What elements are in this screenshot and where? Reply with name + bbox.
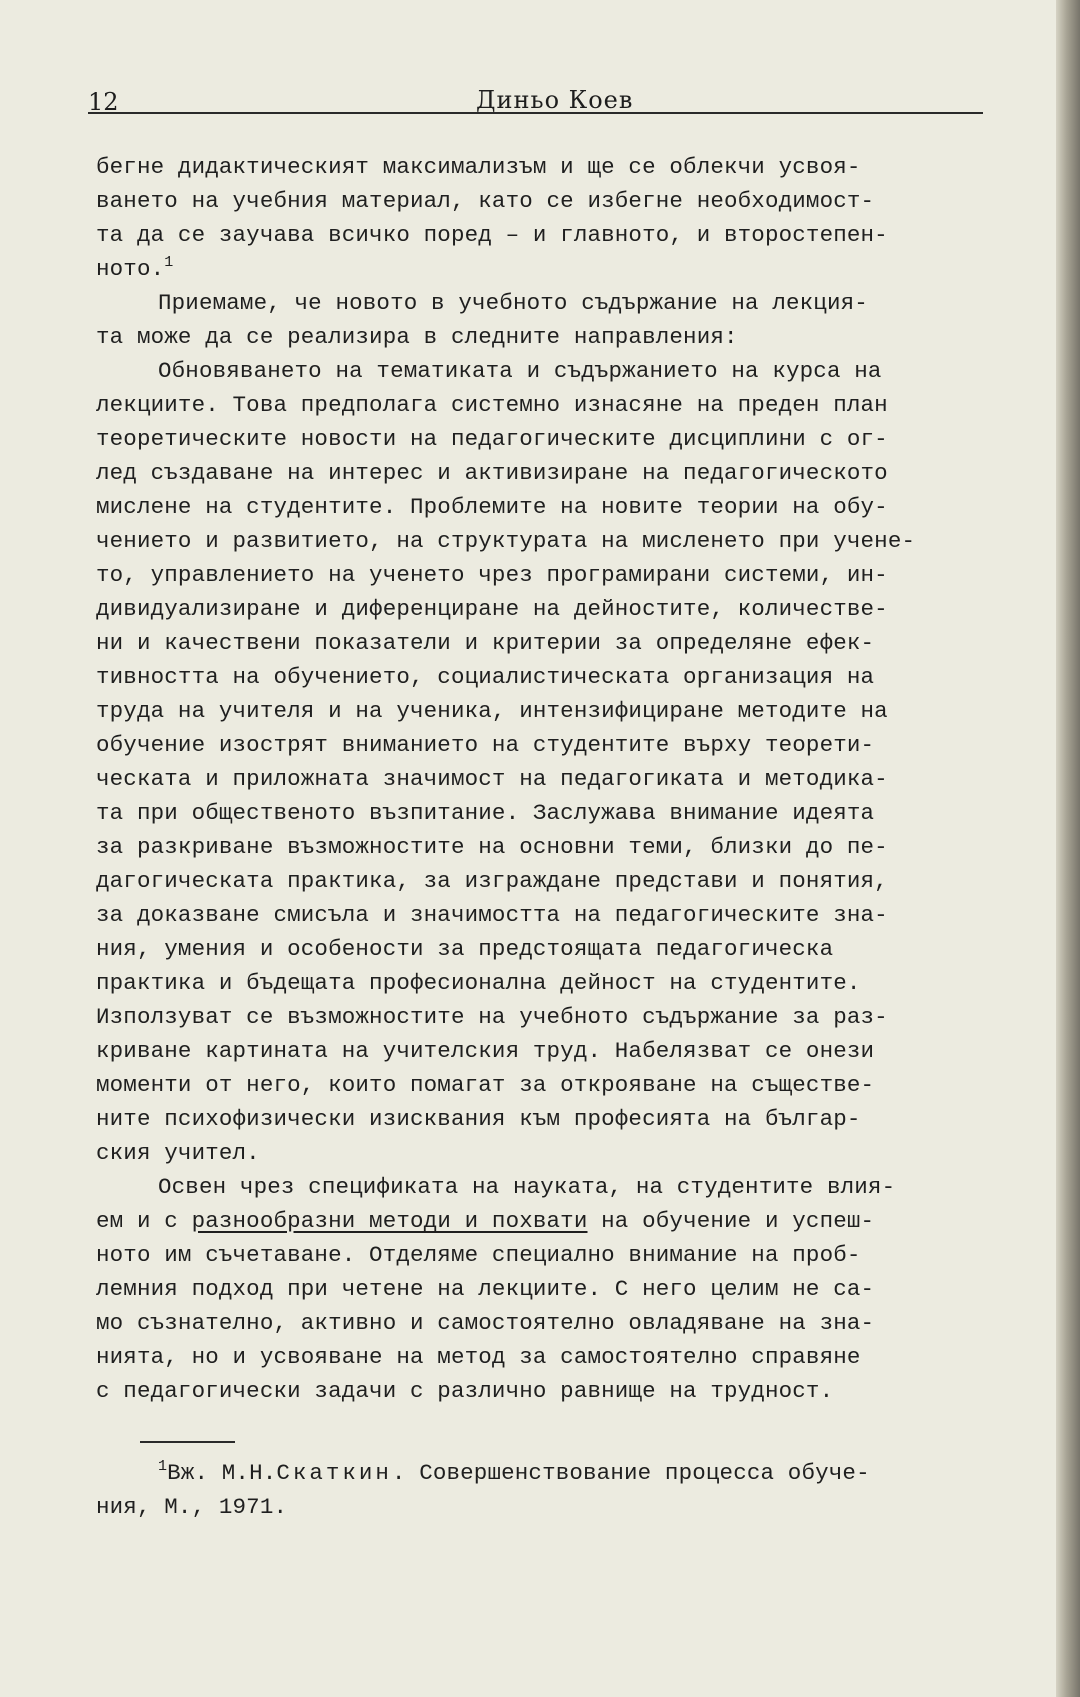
text-line: лемния подход при четене на лекциите. С него целим не са- [96,1276,875,1302]
text-line: та при общественото възпитание. Заслужава внимание идеята [96,800,875,826]
footnote-line: ния, М., 1971. [96,1494,288,1520]
text-line: ския учител. [96,1140,260,1166]
text-line: с педагогически задачи с различно равнище на трудност. [96,1378,834,1404]
text-line: лекциите. Това предполага системно изнасяне на преден план [96,392,888,418]
body-text [96,150,1021,1408]
text-line: за доказване смисъла и значимостта на педагогическите зна- [96,902,888,928]
footnote [96,1456,1021,1524]
text-fragment: ното. [96,256,165,282]
text-line: ните психофизически изисквания към професията на българ- [96,1106,861,1132]
text-line: чението и развитието, на структурата на мисленето при учене- [96,528,916,554]
text-line: труда на учителя и на ученика, интензифициране методите на [96,698,888,724]
text-line [96,252,1021,286]
text-line: мислене на студентите. Проблемите на новите теории на обу- [96,494,888,520]
text-fragment: Вж. М.Н. [167,1460,277,1486]
text-line: то, управлението на ученето чрез програмирани системи, ин- [96,562,888,588]
text-line: ни и качествени показатели и критерии за определяне ефек- [96,630,875,656]
footnote-author: Скаткин [276,1460,392,1486]
text-fragment: на обучение и успеш- [587,1208,875,1234]
text-fragment: . Совершенствование процесса обуче- [391,1460,870,1486]
text-line [96,1204,1021,1238]
paragraph-start-line: Освен чрез спецификата на науката, на студентите влия- [158,1174,896,1200]
text-fragment: ем и с [96,1208,192,1234]
text-line: практика и бъдещата професионална дейност на студентите. [96,970,861,996]
footnote-line [96,1456,1021,1490]
footnote-rule [140,1441,235,1443]
text-line: мо съзнателно, активно и самостоятелно овладяване на зна- [96,1310,875,1336]
text-line: нията, но и усвояване на метод за самостоятелно справяне [96,1344,861,1370]
text-line: криване картината на учителския труд. Набелязват се онези [96,1038,875,1064]
text-line: ването на учебния материал, като се избегне необходимост- [96,188,875,214]
text-line: за разкриване възможностите на основни теми, близки до пе- [96,834,888,860]
text-line: та да се заучава всичко поред – и главното, и второстепен- [96,222,888,248]
footnote-marker: 1 [158,1458,168,1475]
text-line: ното им съчетаване. Отделяме специално внимание на проб- [96,1242,861,1268]
text-line: моменти от него, които помагат за открояване на съществе- [96,1072,875,1098]
text-line: бегне дидактическият максимализъм и ще се облекчи усвоя- [96,154,861,180]
text-line: теоретическите новости на педагогическите дисциплини с ог- [96,426,888,452]
text-line: тивността на обучението, социалистическата организация на [96,664,875,690]
paragraph-start-line: Обновяването на тематиката и съдържанието на курса на [158,358,882,384]
footnote-ref: 1 [164,254,174,271]
text-line: лед създаване на интерес и активизиране на педагогическото [96,460,888,486]
paragraph-start-line: Приемаме, че новото в учебното съдържание на лекция- [158,290,868,316]
text-line: та може да се реализира в следните направления: [96,324,738,350]
text-line: обучение изострят вниманието на студентите върху теорети- [96,732,875,758]
text-line: дивидуализиране и диференциране на дейностите, количестве- [96,596,888,622]
text-line: ческата и приложната значимост на педагогиката и методика- [96,766,888,792]
text-line: дагогическата практика, за изграждане представи и понятия, [96,868,888,894]
page-number: 12 [88,88,119,116]
underlined-phrase: разнообразни методи и похвати [191,1208,588,1234]
page-binding-edge [1056,0,1080,1697]
text-line: ния, умения и особености за предстоящата педагогическа [96,936,834,962]
running-head: Диньо Коев [476,86,634,114]
text-line: Използуват се възможностите на учебното съдържание за раз- [96,1004,888,1030]
page-header [88,82,983,114]
